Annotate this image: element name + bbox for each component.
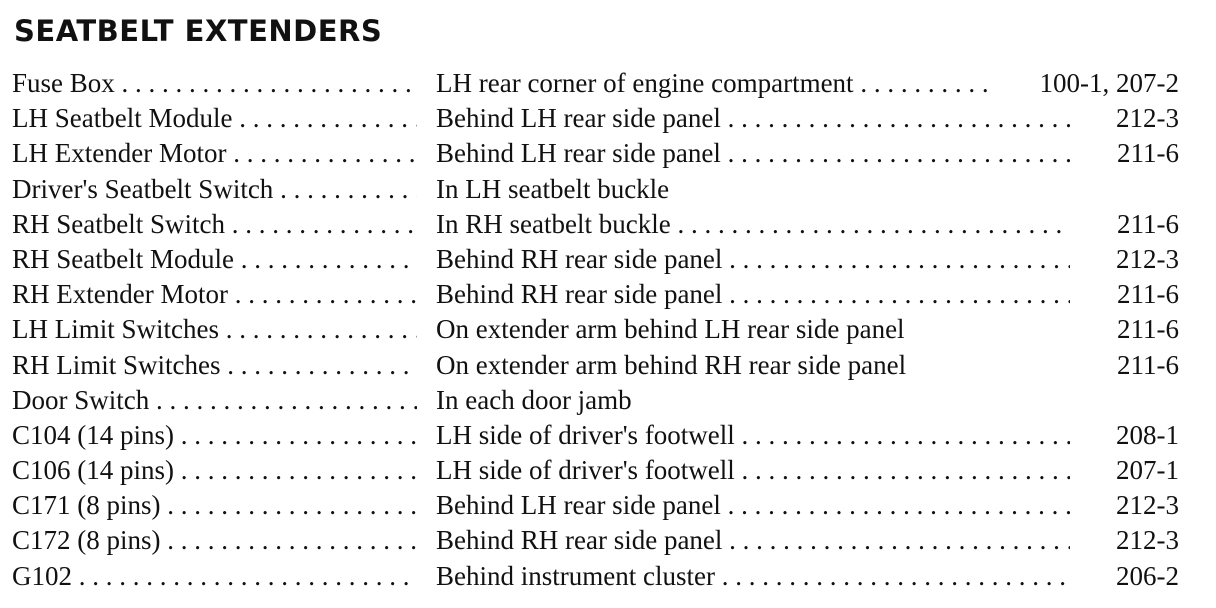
component-location: Behind LH rear side panel . . . <box>436 136 1070 171</box>
table-row <box>0 523 1216 558</box>
table-row <box>0 172 1216 207</box>
table-row <box>0 242 1216 277</box>
page-reference: 211-6 <box>1117 279 1179 310</box>
page-reference: 208-1 <box>1116 419 1179 450</box>
component-location: Behind RH rear side panel . . . <box>436 277 1070 312</box>
component-location: On extender arm behind RH rear side panel <box>436 349 907 380</box>
page-reference: 212-3 <box>1116 243 1179 274</box>
component-location: In RH seatbelt buckle . . . <box>436 207 1070 242</box>
component-name: RH Extender Motor . . . <box>12 277 417 312</box>
component-location: In each door jamb <box>436 384 632 415</box>
component-name: LH Limit Switches . . . <box>12 312 417 347</box>
table-row <box>0 453 1216 488</box>
component-location: LH rear corner of engine compartment . . . <box>436 66 991 101</box>
component-location: LH side of driver's footwell . . . <box>436 453 1070 488</box>
table-row <box>0 312 1216 347</box>
component-name: C171 (8 pins) . . . <box>12 488 417 523</box>
component-location: On extender arm behind LH rear side panel <box>436 314 905 345</box>
component-name: Door Switch . . . <box>12 383 417 418</box>
page-title: SEATBELT EXTENDERS <box>14 14 383 48</box>
page-reference: 211-6 <box>1117 138 1179 169</box>
component-location-table <box>0 66 1216 594</box>
component-name: C172 (8 pins) . . . <box>12 523 417 558</box>
table-row <box>0 136 1216 171</box>
table-row <box>0 383 1216 418</box>
page-reference: 100-1, 207-2 <box>1039 68 1179 98</box>
component-name: C104 (14 pins) . . . <box>12 418 417 453</box>
component-location: Behind RH rear side panel . . . <box>436 242 1070 277</box>
component-name: RH Limit Switches . . . <box>12 348 417 383</box>
component-location: LH side of driver's footwell . . . <box>436 418 1070 453</box>
component-name: LH Extender Motor . . . <box>12 136 417 171</box>
page-reference: 212-3 <box>1116 490 1179 521</box>
page-reference: 212-3 <box>1116 103 1179 134</box>
component-name: RH Seatbelt Switch . . . <box>12 207 417 242</box>
table-row <box>0 559 1216 594</box>
table-row <box>0 101 1216 136</box>
page-reference: 207-1 <box>1116 455 1179 486</box>
table-row <box>0 348 1216 383</box>
page-reference: 211-6 <box>1117 208 1179 239</box>
component-name: Driver's Seatbelt Switch . . . <box>12 172 417 207</box>
table-row <box>0 66 1216 101</box>
page-reference: 211-6 <box>1117 314 1179 345</box>
component-name: LH Seatbelt Module . . . <box>12 101 417 136</box>
component-location: Behind LH rear side panel . . . <box>436 488 1070 523</box>
component-location: Behind LH rear side panel . . . <box>436 101 1070 136</box>
component-name: RH Seatbelt Module . . . <box>12 242 417 277</box>
page-reference: 211-6 <box>1117 349 1179 380</box>
table-row <box>0 418 1216 453</box>
table-row <box>0 488 1216 523</box>
component-name: Fuse Box . . . <box>12 66 417 101</box>
table-row <box>0 207 1216 242</box>
table-row <box>0 277 1216 312</box>
page-reference: 212-3 <box>1116 525 1179 556</box>
component-name: C106 (14 pins) . . . <box>12 453 417 488</box>
component-location: In LH seatbelt buckle <box>436 173 670 204</box>
component-location: Behind instrument cluster . . . <box>436 559 1070 594</box>
component-location: Behind RH rear side panel . . . <box>436 523 1070 558</box>
component-name: G102 . . . <box>12 559 417 594</box>
page-reference: 206-2 <box>1116 560 1179 591</box>
